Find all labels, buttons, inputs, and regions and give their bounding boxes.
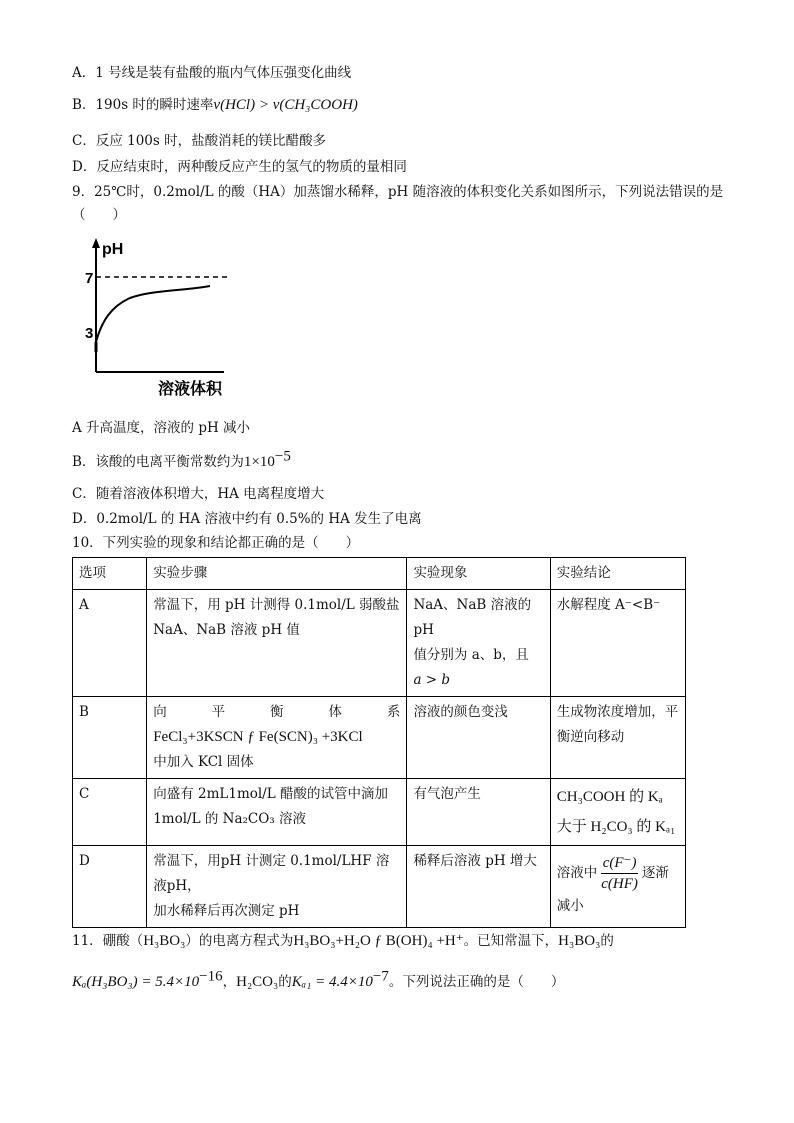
row-d-step bbox=[147, 846, 407, 928]
q11-equation: H₃BO₃+H₂O ƒ B(OH)₄ +H⁺ bbox=[293, 933, 464, 949]
q11-text: 。下列说法正确的是（ ） bbox=[388, 974, 565, 990]
row-d-concl-line: 减小 bbox=[556, 898, 584, 914]
fraction-denominator: c(HF) bbox=[601, 876, 638, 892]
q11-ka-boric: Kₐ(H₃BO₃) = 5.4×10 bbox=[72, 974, 200, 990]
ph-curve bbox=[96, 286, 210, 342]
header-step: 实验步骤 bbox=[147, 558, 407, 590]
q11-formula: H₂CO₃ bbox=[236, 974, 279, 990]
row-a-option: A bbox=[73, 590, 147, 697]
tick-3-label: 3 bbox=[85, 325, 94, 342]
row-b-concl-line: 衡逆向移动 bbox=[556, 729, 625, 745]
fraction bbox=[599, 853, 640, 894]
row-a-conclusion: 水解程度 A⁻<B⁻ bbox=[550, 590, 685, 697]
row-b-step-word: 体 bbox=[328, 704, 342, 720]
row-b-step-word: 平 bbox=[211, 704, 226, 720]
row-d-concl-text: 溶液中 bbox=[556, 865, 598, 881]
row-c-concl-line: 大于 H₂CO₃ 的 Kₐ₁ bbox=[556, 819, 676, 835]
q11-text: 的 bbox=[600, 933, 614, 949]
q8-option-b-text: B．190s 时的瞬时速率 bbox=[72, 97, 214, 113]
y-axis-label: pH bbox=[102, 241, 124, 258]
row-b-phenomenon: 溶液的颜色变浅 bbox=[407, 697, 550, 779]
row-b-step-spread bbox=[153, 700, 400, 725]
row-d-conclusion bbox=[550, 846, 685, 928]
experiment-table bbox=[72, 557, 686, 928]
row-b-concl-line: 生成物浓度增加，平 bbox=[556, 704, 679, 720]
q9-bracket: （ ） bbox=[72, 207, 126, 223]
q11-ka-boric-exp: −16 bbox=[199, 968, 223, 985]
table-row bbox=[73, 697, 686, 779]
row-b-option: B bbox=[73, 697, 147, 779]
row-b-conclusion bbox=[550, 697, 685, 779]
q11-line-2 bbox=[72, 968, 565, 992]
row-a-phen-line: a > b bbox=[413, 672, 451, 688]
q11-ka1-carbonic-exp: −7 bbox=[372, 968, 389, 985]
table-row bbox=[73, 846, 686, 928]
row-a-phen-line: NaA、NaB 溶液的 pH bbox=[413, 597, 532, 638]
q8-option-c: C．反应 100s 时，盐酸消耗的镁比醋酸多 bbox=[72, 133, 327, 149]
q11-text: 的 bbox=[278, 974, 292, 990]
row-c-step bbox=[147, 779, 407, 846]
q8-option-a: A．1 号线是装有盐酸的瓶内气体压强变化曲线 bbox=[72, 65, 352, 81]
header-conclusion: 实验结论 bbox=[550, 558, 685, 590]
row-b-step-equation: FeCl₃+3KSCN ƒ Fe(SCN)₃ +3KCl bbox=[153, 729, 363, 745]
row-b-step-line: 中加入 KCl 固体 bbox=[153, 754, 254, 770]
table-row bbox=[73, 590, 686, 697]
row-d-concl-fraction-line bbox=[557, 853, 679, 894]
row-c-step-line: 1mol/L 的 Na₂CO₃ 溶液 bbox=[153, 811, 307, 827]
row-d-concl-text: 逐渐 bbox=[641, 865, 669, 881]
row-b-step-word: 衡 bbox=[270, 704, 284, 720]
q9-option-c: C．随着溶液体积增大，HA 电离程度增大 bbox=[72, 486, 325, 502]
header-phenomenon: 实验现象 bbox=[407, 558, 550, 590]
header-option: 选项 bbox=[73, 558, 147, 590]
row-a-step bbox=[147, 590, 407, 697]
table-header-row bbox=[73, 558, 686, 590]
q9-option-b-exp: −5 bbox=[274, 448, 291, 465]
q9-option-b bbox=[72, 448, 291, 472]
row-c-step-line: 向盛有 2mL1mol/L 醋酸的试管中滴加 bbox=[153, 786, 388, 802]
row-b-step-word: 向 bbox=[153, 704, 167, 720]
row-d-phenomenon: 稀释后溶液 pH 增大 bbox=[407, 846, 550, 928]
q11-text: ， bbox=[222, 974, 237, 990]
q11-formula: H₃BO₃ bbox=[143, 933, 186, 949]
tick-7-label: 7 bbox=[85, 270, 94, 287]
q9-option-b-text: B．该酸的电离平衡常数约为 bbox=[72, 454, 244, 470]
q10-stem: 10．下列实验的现象和结论都正确的是（ ） bbox=[72, 535, 360, 551]
q11-text: 。已知常温下， bbox=[463, 933, 559, 949]
row-d-step-line: 加水稀释后再次测定 pH bbox=[153, 903, 300, 919]
q11-line-1 bbox=[72, 931, 614, 951]
ph-dilution-graph bbox=[72, 234, 252, 402]
q11-formula: H₃BO₃ bbox=[558, 933, 601, 949]
q9-stem: 9．25℃时，0.2mol/L 的酸（HA）加蒸馏水稀释，pH 随溶液的体积变化关系如图所示，下列说法错误的是 bbox=[72, 184, 724, 200]
q9-option-a: A 升高温度，溶液的 pH 减小 bbox=[72, 420, 251, 436]
row-d-option: D bbox=[73, 846, 147, 928]
row-a-phenomenon bbox=[407, 590, 550, 697]
y-axis-arrow bbox=[92, 238, 100, 248]
q8-option-d: D．反应结束时，两种酸反应产生的氢气的物质的量相同 bbox=[72, 159, 407, 175]
row-c-conclusion bbox=[550, 779, 685, 846]
table-row bbox=[73, 779, 686, 846]
q9-option-b-math: 1×10 bbox=[243, 454, 275, 470]
row-a-step-line: 常温下，用 pH 计测得 0.1mol/L 弱酸盐 bbox=[153, 597, 400, 613]
row-b-step-word: 系 bbox=[386, 704, 401, 720]
row-c-concl-line: CH₃COOH 的 Kₐ bbox=[556, 789, 663, 805]
row-b-step bbox=[147, 697, 407, 779]
q8-option-b-math: v(HCl) > v(CH₃COOH) bbox=[213, 97, 358, 113]
q11-ka1-carbonic: Kₐ₁ = 4.4×10 bbox=[291, 974, 373, 990]
q11-text: 11．硼酸（ bbox=[72, 933, 144, 949]
row-a-step-line: NaA、NaB 溶液 pH 值 bbox=[153, 622, 300, 638]
q11-text: ）的电离方程式为 bbox=[185, 933, 294, 949]
row-d-step-line: 常温下，用pH 计测定 0.1mol/LHF 溶液pH， bbox=[153, 853, 390, 894]
q9-option-d: D．0.2mol/L 的 HA 溶液中约有 0.5%的 HA 发生了电离 bbox=[72, 511, 422, 527]
x-axis-label: 溶液体积 bbox=[158, 379, 223, 398]
row-c-option: C bbox=[73, 779, 147, 846]
fraction-numerator: c(F⁻) bbox=[601, 853, 639, 874]
row-c-phenomenon: 有气泡产生 bbox=[407, 779, 550, 846]
row-a-phen-line: 值分别为 a、b，且 bbox=[413, 647, 529, 663]
q8-option-b bbox=[72, 95, 358, 115]
